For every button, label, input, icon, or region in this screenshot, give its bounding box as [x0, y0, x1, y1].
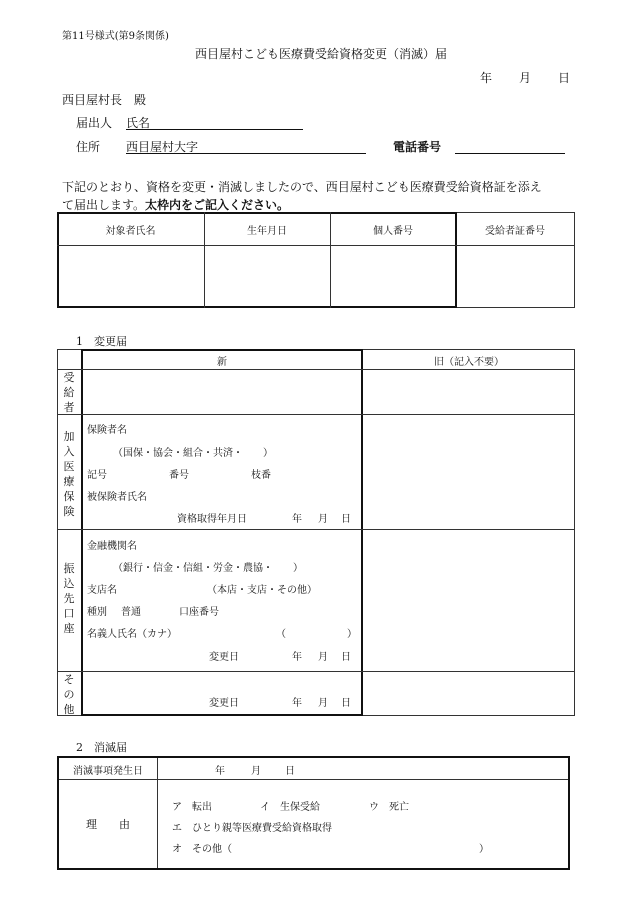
- insurance-symbol-label: 記号: [87, 470, 107, 481]
- subject-birthdate-cell[interactable]: [205, 246, 330, 306]
- change-table: [57, 349, 575, 716]
- address-label: 住所: [76, 140, 101, 154]
- bank-branch-label: 支店名: [87, 585, 117, 596]
- phone-field-line[interactable]: [455, 153, 565, 154]
- account-number-label: 口座番号: [179, 607, 219, 618]
- date-month-label: 月: [519, 71, 532, 85]
- insurer-name-label: 保険者名: [87, 425, 127, 436]
- extinction-col-divider: [157, 758, 158, 868]
- name-field-line[interactable]: [126, 129, 303, 130]
- occurrence-year: 年: [215, 766, 225, 777]
- notifier-label: 届出人: [76, 116, 113, 130]
- bank-change-year: 年: [292, 652, 302, 663]
- bank-change-date-label: 変更日: [209, 652, 239, 663]
- other-change-day: 日: [341, 698, 351, 709]
- qualification-date-label: 資格取得年月日: [177, 514, 247, 525]
- change-section-heading: 1 変更届: [76, 335, 127, 348]
- bank-institution-label: 金融機関名: [87, 541, 137, 552]
- qualification-day: 日: [341, 514, 351, 525]
- occurrence-month: 月: [251, 766, 261, 777]
- insured-name-label: 被保険者氏名: [87, 492, 147, 503]
- form-number: 第11号様式(第9条関係): [62, 31, 169, 42]
- intro-line1: 下記のとおり、資格を変更・消滅しましたので、西目屋村こども医療費受給資格証を添え: [62, 180, 542, 194]
- insurance-number-label: 番号: [169, 470, 189, 481]
- address-field-line[interactable]: [126, 153, 366, 154]
- bank-institution-types: （銀行・信金・信組・労金・農協・ ）: [113, 563, 303, 574]
- row-label-recipient: 受給者: [63, 371, 75, 414]
- addressee: 西目屋村長 殿: [62, 93, 147, 107]
- extinction-section-heading: 2 消滅届: [76, 741, 127, 754]
- insurer-types: （国保・協会・組合・共済・ ）: [113, 448, 273, 459]
- subject-personal-number-cell[interactable]: [331, 246, 455, 306]
- date-day-label: 日: [558, 71, 571, 85]
- other-change-date-label: 変更日: [209, 698, 239, 709]
- occurrence-date-label: 消滅事項発生日: [73, 766, 143, 777]
- recipient-new-cell[interactable]: [83, 370, 361, 414]
- row-label-other: その他: [63, 673, 75, 716]
- extinction-table: [57, 756, 570, 870]
- bank-branch-types: （本店・支店・その他）: [207, 585, 317, 596]
- other-change-year: 年: [292, 698, 302, 709]
- reason-o-close: ）: [479, 844, 489, 855]
- account-type-label: 種別: [87, 607, 107, 618]
- row-label-insurance: 加入医療保険: [63, 430, 75, 518]
- change-col-old: 旧（記入不要）: [434, 357, 504, 368]
- subject-table: [57, 212, 575, 308]
- extinction-row-divider: [59, 779, 568, 780]
- holder-paren-open: （: [276, 629, 286, 640]
- account-holder-label: 名義人氏名（カナ）: [87, 629, 177, 640]
- row-label-bank: 振込先口座: [63, 562, 75, 635]
- address-value: 西目屋村大字: [126, 140, 199, 154]
- date-year-label: 年: [480, 71, 493, 85]
- bank-change-month: 月: [318, 652, 328, 663]
- qualification-year: 年: [292, 514, 302, 525]
- reason-i-welfare[interactable]: イ 生保受給: [260, 802, 320, 813]
- subject-header-birthdate: 生年月日: [247, 226, 287, 237]
- qualification-month: 月: [318, 514, 328, 525]
- subject-header-name: 対象者氏名: [105, 226, 156, 237]
- reason-u-death[interactable]: ウ 死亡: [369, 802, 409, 813]
- bank-change-day: 日: [341, 652, 351, 663]
- subject-name-cell[interactable]: [59, 246, 204, 306]
- occurrence-day: 日: [285, 766, 295, 777]
- change-row-divider-3: [57, 671, 575, 672]
- account-type-value: 普通: [121, 607, 141, 618]
- name-label: 氏名: [126, 116, 151, 130]
- intro-line2-emphasis: 太枠内をご記入ください。: [145, 198, 290, 212]
- subject-header-personal-number: 個人番号: [373, 226, 413, 237]
- intro-line2: [62, 196, 289, 213]
- change-col-new: 新: [217, 357, 227, 368]
- change-row-divider-2: [57, 529, 575, 530]
- form-title: 西目屋村こども医療費受給資格変更（消滅）届: [195, 47, 448, 61]
- reason-o-other[interactable]: オ その他（: [172, 844, 232, 855]
- insurance-branch-label: 枝番: [251, 470, 271, 481]
- phone-label: 電話番号: [393, 140, 442, 154]
- holder-paren-close: ）: [347, 629, 357, 640]
- reason-e-single-parent[interactable]: エ ひとり親等医療費受給資格取得: [172, 823, 332, 834]
- reason-label: 理 由: [86, 818, 130, 831]
- intro-line2-text: て届出します。: [62, 198, 146, 212]
- reason-a-moved-out[interactable]: ア 転出: [172, 802, 212, 813]
- other-change-month: 月: [318, 698, 328, 709]
- change-row-divider-1: [57, 414, 575, 415]
- subject-header-certificate-number: 受給者証番号: [485, 226, 545, 237]
